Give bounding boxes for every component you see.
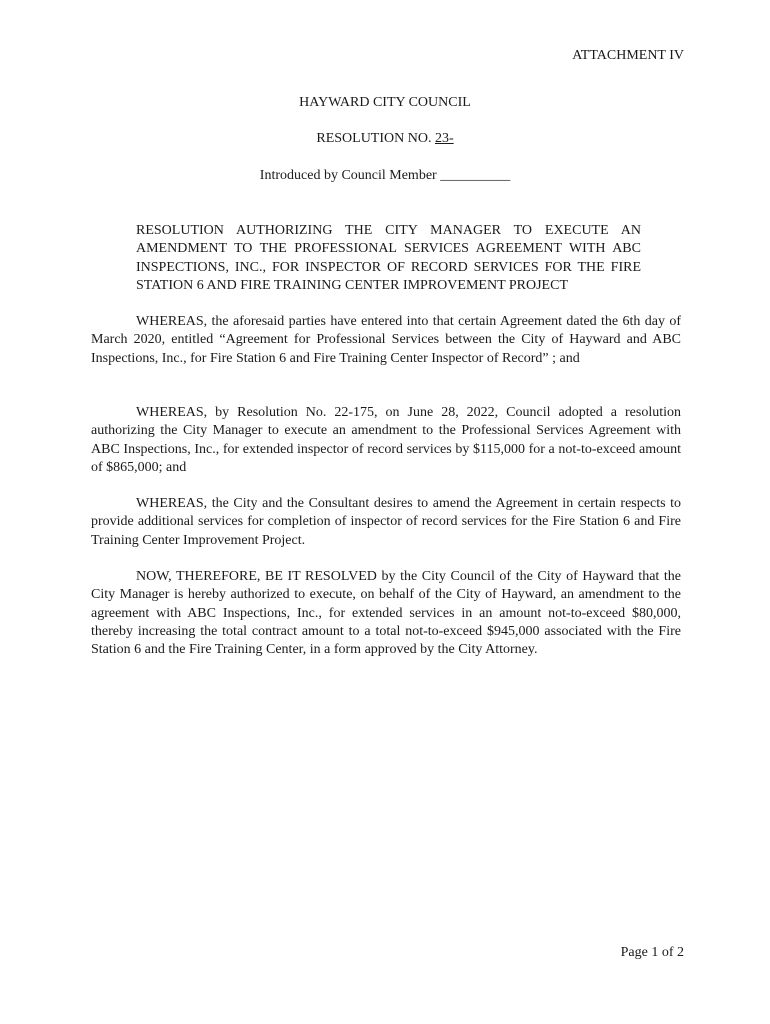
page-number: Page 1 of 2 [620, 945, 684, 960]
introduced-by-line: Introduced by Council Member __________ [259, 168, 511, 183]
whereas-paragraph-3: WHEREAS, the City and the Consultant desires to amend the Agreement in certain respects to provide additional services for completion of inspector of record services for the Fire Station 6 and Fire Training Center Improvement Project. [91, 496, 681, 548]
resolution-number-line [0, 130, 770, 148]
attachment-label: ATTACHMENT IV [572, 48, 684, 63]
whereas-paragraph-2: WHEREAS, by Resolution No. 22-175, on June 28, 2022, Council adopted a resolution authorizing the City Manager to execute an amendment to the Professional Services Agreement with ABC Inspections, Inc., for extended inspector of record services by $115,000 for a not-to-exceed amount of $865,000; and [91, 405, 681, 475]
resolution-prefix: RESOLUTION NO. [316, 131, 435, 146]
council-heading: HAYWARD CITY COUNCIL [299, 95, 471, 110]
whereas-paragraph-1: WHEREAS, the aforesaid parties have entered into that certain Agreement dated the 6th day of March 2020, entitled “Agreement for Professional Services between the City of Hayward and ABC Inspections, Inc., for Fire Station 6 and Fire Training Center Inspector of Record” ; and [91, 314, 681, 366]
resolution-number: 23- [434, 131, 454, 146]
resolution-title: RESOLUTION AUTHORIZING THE CITY MANAGER TO EXECUTE AN AMENDMENT TO THE PROFESSIONAL SERVICES AGREEMENT WITH ABC INSPECTIONS, INC., FOR INSPECTOR OF RECORD SERVICES FOR THE FIRE STATION 6 AND FIRE TRAINING CENTER IMPROVEMENT PROJECT [136, 223, 641, 293]
resolved-paragraph: NOW, THEREFORE, BE IT RESOLVED by the City Council of the City of Hayward that the City Manager is hereby authorized to execute, on behalf of the City of Hayward, an amendment to the agreement with ABC Inspections, Inc., for extended services in an amount not-to-exceed $80,000, thereby increasing the total contract amount to a total not-to-exceed $945,000 associated with the Fire Station 6 and the Fire Training Center, in a form approved by the City Attorney. [91, 569, 681, 658]
